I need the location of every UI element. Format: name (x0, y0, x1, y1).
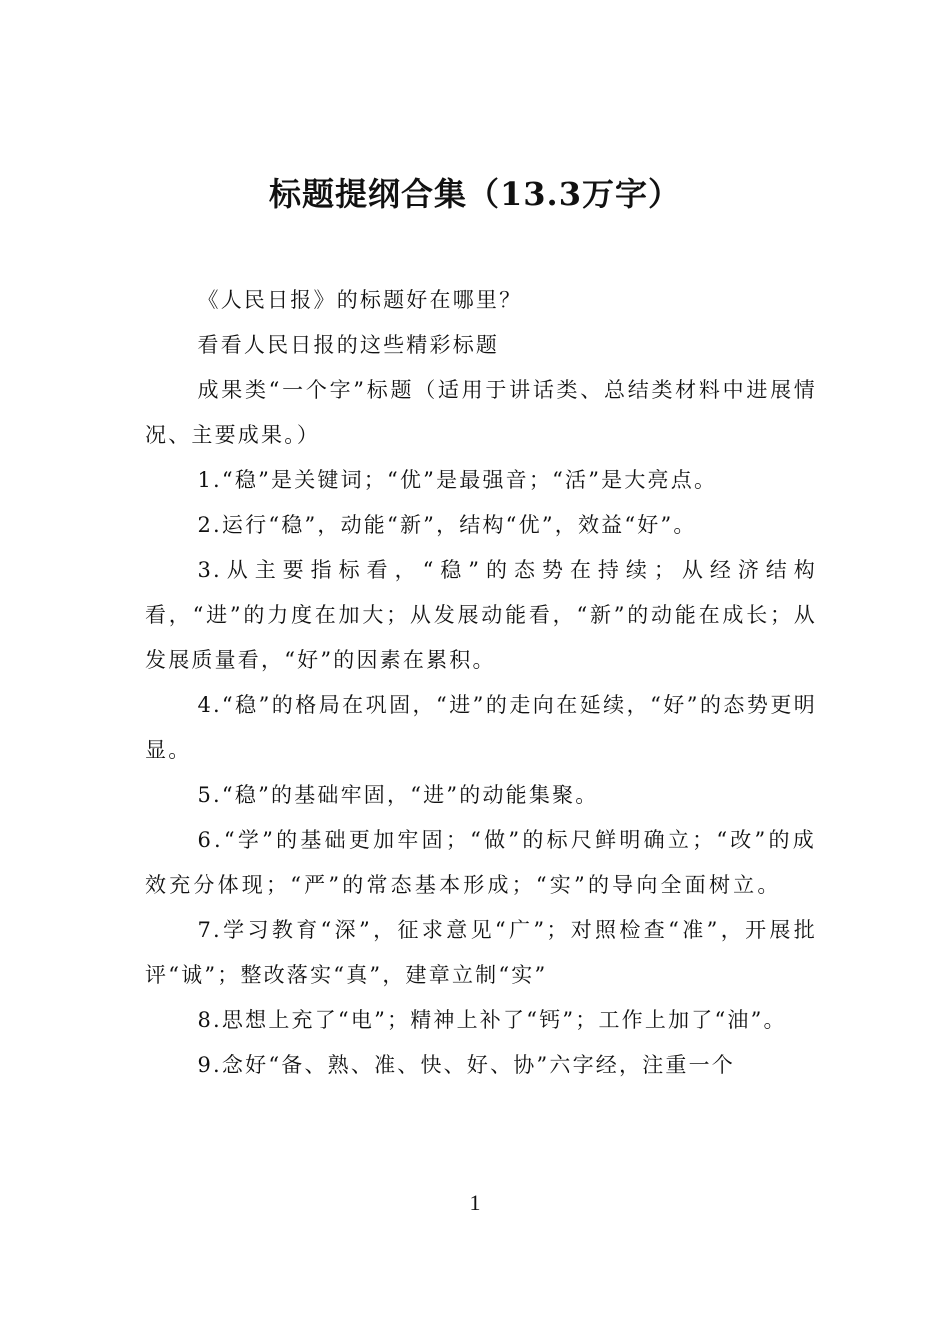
paragraph-6: 3.从主要指标看，“稳”的态势在持续；从经济结构看，“进”的力度在加大；从发展动能看，“新”的动能在成长；从发展质量看，“好”的因素在累积。 (145, 558, 817, 672)
paragraph-2: 看看人民日报的这些精彩标题 (197, 333, 500, 357)
paragraph-5: 2.运行“稳”，动能“新”，结构“优”，效益“好”。 (197, 513, 697, 537)
paragraph-9: 6.“学”的基础更加牢固；“做”的标尺鲜明确立；“改”的成效充分体现；“严”的常态基本形成；“实”的导向全面树立。 (145, 828, 817, 897)
paragraph-3: 成果类“一个字”标题（适用于讲话类、总结类材料中进展情况、主要成果。） (145, 378, 817, 447)
paragraph-4: 1.“稳”是关键词；“优”是最强音；“活”是大亮点。 (197, 468, 718, 492)
document-title: 标题提纲合集（13.3万字） (269, 175, 681, 213)
document-body (145, 278, 817, 1088)
paragraph-1: 《人民日报》的标题好在哪里？ (197, 288, 523, 312)
paragraph-12: 9.念好“备、熟、准、快、好、协”六字经，注重一个 (197, 1053, 736, 1077)
page-number: 1 (469, 1190, 481, 1215)
paragraph-11: 8.思想上充了“电”；精神上补了“钙”；工作上加了“油”。 (197, 1008, 787, 1032)
paragraph-7: 4.“稳”的格局在巩固，“进”的走向在延续，“好”的态势更明显。 (145, 693, 817, 762)
paragraph-8: 5.“稳”的基础牢固，“进”的动能集聚。 (197, 783, 599, 807)
paragraph-10: 7.学习教育“深”，征求意见“广”；对照检查“准”，开展批评“诚”；整改落实“真”，建章立制“实” (145, 918, 817, 987)
